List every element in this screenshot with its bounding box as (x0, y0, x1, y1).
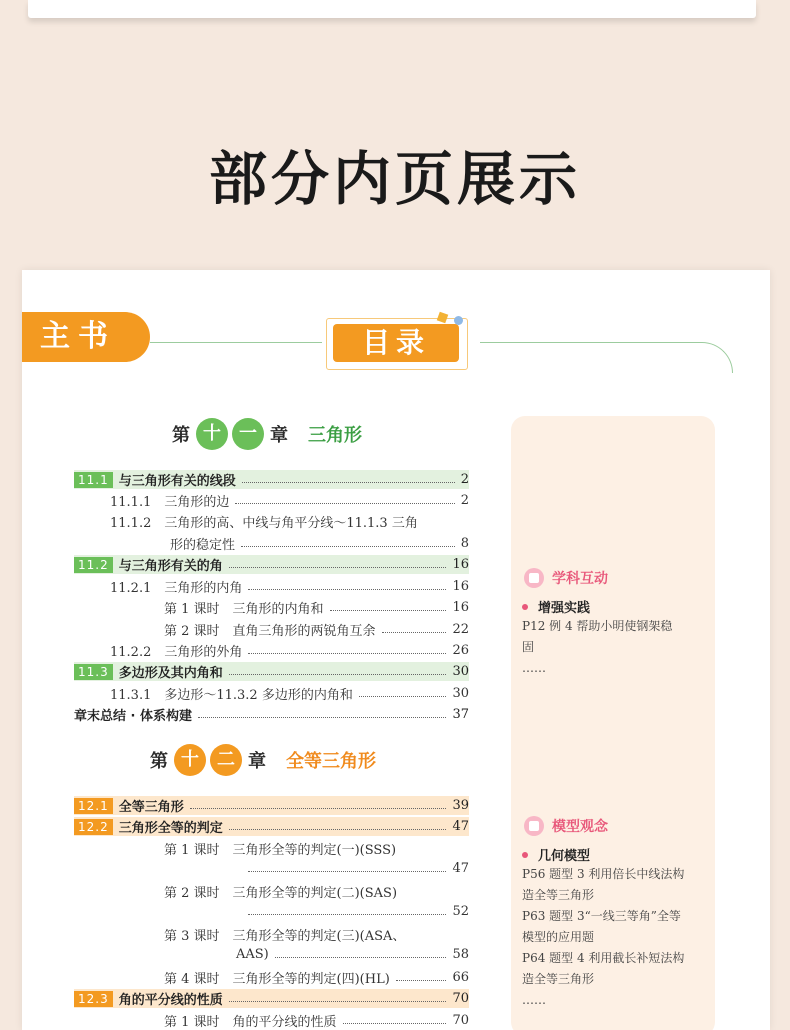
section-number-badge: 11.3 (74, 664, 113, 680)
toc-entry-title: 第 1 课时 角的平分线的性质 (164, 1015, 337, 1030)
toc-page-number: 47 (452, 819, 469, 834)
toc-page-number: 16 (452, 579, 469, 594)
sidebar-line: P56 题型 3 利用倍长中线法构 (522, 867, 685, 881)
model-icon (524, 816, 544, 836)
toc-entry-title: 11.1.1 三角形的边 (110, 495, 230, 510)
toc-section-row (74, 470, 469, 489)
toc-page-number: 52 (452, 904, 469, 919)
toc-title-box (326, 318, 468, 370)
chapter-title: 三角形 (308, 425, 362, 446)
toc-entry-row (164, 839, 469, 858)
toc-page-number: 70 (452, 1013, 469, 1028)
chapter-prefix: 第 (150, 751, 168, 772)
sidebar-block2-title-text: 模型观念 (552, 819, 608, 835)
toc-entry-title: 三角形全等的判定 (118, 821, 223, 836)
bullet-icon (522, 852, 528, 858)
section-number-badge: 12.3 (74, 991, 113, 1007)
toc-entry-row (242, 904, 469, 919)
toc-entry-row (110, 512, 469, 531)
toc-page-number: 2 (460, 493, 469, 508)
toc-page-number: 8 (460, 536, 469, 551)
chapter-12-heading (150, 744, 376, 776)
divider-curve (647, 342, 733, 373)
sidebar-block1-sub-text: 增强实践 (538, 601, 591, 616)
dot-leader (235, 503, 454, 504)
toc-entry-row (110, 684, 469, 703)
toc-entry-title: 与三角形有关的角 (118, 559, 223, 574)
toc-entry-title: 第 2 课时 三角形全等的判定(二)(SAS) (164, 886, 398, 901)
top-card (28, 0, 756, 18)
dot-leader (330, 610, 447, 611)
divider-right (480, 342, 650, 343)
interaction-icon (524, 568, 544, 588)
toc-entry-title: 与三角形有关的线段 (118, 474, 236, 489)
toc-entry-title: 形的稳定性 (170, 538, 236, 553)
toc-entry-row (164, 925, 469, 944)
section-number-badge: 12.2 (74, 819, 113, 835)
dot-leader (229, 567, 447, 568)
toc-entry-row (242, 861, 469, 876)
toc-page-number: 70 (452, 991, 469, 1006)
book-page (22, 270, 770, 1030)
toc-entry-title: 第 4 课时 三角形全等的判定(四)(HL) (164, 972, 390, 987)
sidebar-block1-title-text: 学科互动 (552, 571, 608, 587)
toc-entry-title: 11.3.1 多边形～11.3.2 多边形的内角和 (110, 688, 353, 703)
section-number-badge: 11.2 (74, 557, 113, 573)
sidebar-line: 造全等三角形 (522, 888, 595, 902)
toc-entry-row (110, 491, 469, 510)
dot-leader (248, 914, 446, 915)
sidebar-line: P12 例 4 帮助小明使钢架稳 (522, 619, 673, 633)
dot-leader (229, 829, 447, 830)
dot-leader (343, 1023, 447, 1024)
toc-page-number: 2 (460, 472, 469, 487)
toc-entry-title: 多边形及其内角和 (118, 666, 223, 681)
toc-section-row (74, 796, 469, 815)
toc-entry-row (164, 620, 469, 639)
chapter-num-1: 十 (174, 744, 206, 776)
dot-leader (248, 589, 446, 590)
toc-page-number: 66 (452, 970, 469, 985)
sidebar-line: 模型的应用题 (522, 930, 595, 944)
sidebar-line: 造全等三角形 (522, 972, 595, 986)
toc-page-number: 30 (452, 664, 469, 679)
toc-title: 目录 (333, 324, 459, 362)
toc-entry-title: 第 2 课时 直角三角形的两锐角互余 (164, 624, 376, 639)
chapter-num-2: 一 (232, 418, 264, 450)
toc-page-number: 47 (452, 861, 469, 876)
toc-page-number: 26 (452, 643, 469, 658)
dot-leader (229, 674, 447, 675)
toc-entry-row (164, 968, 469, 987)
dot-leader (248, 653, 446, 654)
sidebar-block2-sub (522, 845, 590, 864)
dot-leader (396, 980, 447, 981)
sidebar-line: …… (522, 993, 546, 1007)
sidebar-line: …… (522, 661, 546, 675)
toc-page-number: 39 (452, 798, 469, 813)
toc-entry-row (110, 577, 469, 596)
chapter-num-1: 十 (196, 418, 228, 450)
toc-page-number: 16 (452, 557, 469, 572)
toc-entry-title: 第 1 课时 三角形的内角和 (164, 602, 324, 617)
toc-entry-row (164, 882, 469, 901)
toc-entry-row (110, 641, 469, 660)
dot-leader (198, 717, 446, 718)
divider-left (150, 342, 322, 343)
sidebar-block1-title (524, 568, 608, 588)
sidebar-line: P64 题型 4 利用截长补短法构 (522, 951, 685, 965)
dot-leader (242, 482, 455, 483)
toc-entry-title: 章末总结 · 体系构建 (74, 709, 192, 724)
toc-entry-title: 第 3 课时 三角形全等的判定(三)(ASA、 (164, 929, 406, 944)
dot-leader (241, 546, 455, 547)
dot-leader (275, 957, 447, 958)
toc-entry-title: 第 1 课时 三角形全等的判定(一)(SSS) (164, 843, 397, 858)
dot-leader (382, 632, 447, 633)
chapter-suffix: 章 (248, 751, 266, 772)
toc-page-number: 37 (452, 707, 469, 722)
toc-page-number: 16 (452, 600, 469, 615)
toc-entry-row (164, 598, 469, 617)
toc-section-row (74, 817, 469, 836)
toc-page-number: 22 (452, 622, 469, 637)
sidebar-block2-sub-text: 几何模型 (538, 849, 591, 864)
dot-leader (359, 696, 447, 697)
dot-leader (229, 1001, 447, 1002)
toc-entry-title: AAS) (236, 947, 269, 962)
chapter-11-heading (172, 418, 362, 450)
chapter-num-2: 二 (210, 744, 242, 776)
decor-dot (454, 316, 463, 325)
sidebar-block1-sub (522, 597, 590, 616)
book-tag: 主书 (22, 312, 150, 362)
toc-entry-title: 11.2.1 三角形的内角 (110, 581, 243, 596)
sidebar-line: 固 (522, 640, 535, 654)
toc-section-row (74, 989, 469, 1008)
chapter-suffix: 章 (270, 425, 288, 446)
sidebar-block2-title (524, 816, 608, 836)
toc-entry-title: 11.1.2 三角形的高、中线与角平分线～11.1.3 三角 (110, 516, 418, 531)
toc-entry-title: 全等三角形 (118, 800, 184, 815)
chapter-prefix: 第 (172, 425, 190, 446)
sidebar-block1-text (522, 616, 712, 679)
dot-leader (190, 808, 447, 809)
page-heading: 部分内页展示 (208, 145, 581, 213)
toc-entry-title: 角的平分线的性质 (118, 993, 223, 1008)
toc-page-number: 58 (452, 947, 469, 962)
toc-entry-row (74, 705, 469, 724)
sidebar-block2-text (522, 864, 712, 1011)
toc-section-row (74, 662, 469, 681)
section-number-badge: 12.1 (74, 798, 113, 814)
sidebar-line: P63 题型 3“一线三等角”全等 (522, 909, 681, 923)
toc-page-number: 30 (452, 686, 469, 701)
toc-entry-row (164, 1011, 469, 1030)
toc-entry-title: 11.2.2 三角形的外角 (110, 645, 243, 660)
chapter-title: 全等三角形 (286, 751, 376, 772)
section-number-badge: 11.1 (74, 472, 113, 488)
toc-entry-row (236, 947, 469, 962)
toc-section-row (74, 555, 469, 574)
toc-entry-row (170, 534, 469, 553)
bullet-icon (522, 604, 528, 610)
dot-leader (248, 871, 446, 872)
